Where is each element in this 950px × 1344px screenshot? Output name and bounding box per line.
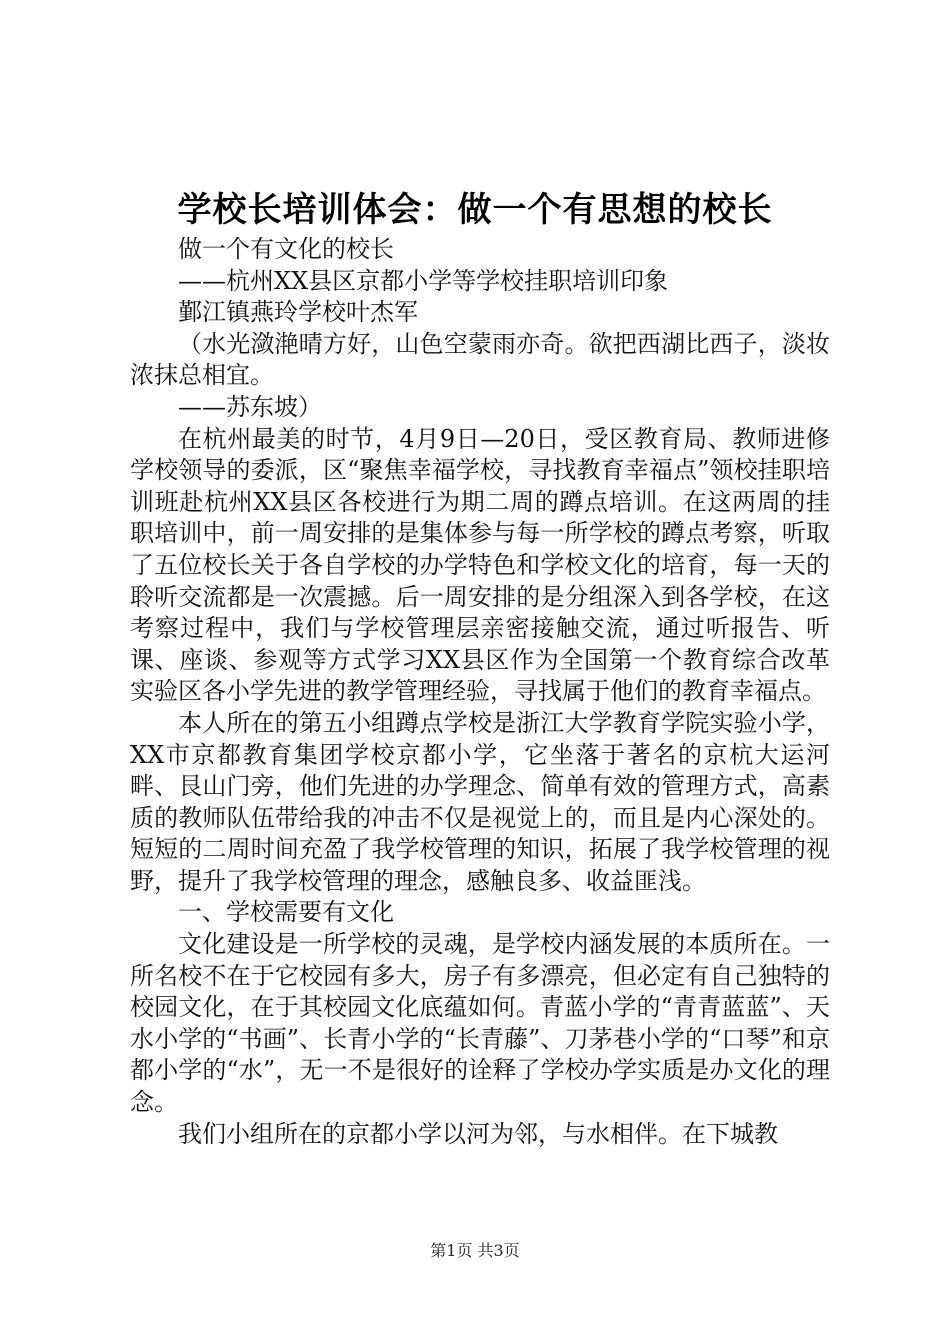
body-paragraph: 文化建设是一所学校的灵魂，是学校内涵发展的本质所在。一所名校不在于它校园有多大，房子有多漂亮，但必定有自己独特的校园文化，在于其校园文化底蕴如何。青蓝小学的“青青蓝蓝”、天水小学的“书画”、长青小学的“长青藤”、刀茅巷小学的“口琴”和京都小学的“水”，无一不是很好的诠释了学校办学实质是办文化的理念。 (130, 930, 830, 1117)
subtitle: 做一个有文化的校长 (178, 235, 394, 263)
author-line: 鄞江镇燕玲学校叶杰军 (178, 298, 418, 327)
body-paragraph: 在杭州最美的时节，4月9日—20日，受区教育局、教师进修学校领导的委派，区“聚焦幸福学校，寻找教育幸福点”领校挂职培训班赴杭州XX县区各校进行为期二周的蹲点培训。在这两周的挂职培训中，前一周安排的是集体参与每一所学校的蹲点考察，听取了五位校长关于各自学校的办学特色和学校文化的培育，每一天的聆听交流都是一次震撼。后一周安排的是分组深入到各学校，在这考察过程中，我们与学校管理层亲密接触交流，通过听报告、听课、座谈、参观等方式学习XX县区作为全国第一个教育综合改革实验区各小学先进的教学管理经验，寻找属于他们的教育幸福点。 (130, 424, 830, 706)
section-heading: 一、学校需要有文化 (178, 898, 394, 927)
body-paragraph: 本人所在的第五小组蹲点学校是浙江大学教育学院实验小学，XX市京都教育集团学校京都小学，它坐落于著名的京杭大运河畔、艮山门旁，他们先进的办学理念、简单有效的管理方式，高素质的教师队伍带给我的冲击不仅是视觉上的，而且是内心深处的。短短的二周时间充盈了我学校管理的知识，拓展了我学校管理的视野，提升了我学校管理的理念，感触良多、收益匪浅。 (130, 708, 830, 895)
document-body (130, 234, 830, 1150)
body-paragraph: 我们小组所在的京都小学以河为邻，与水相伴。在下城教 (178, 1119, 778, 1148)
page-footer: 第1页 共3页 (430, 1241, 520, 1260)
subtitle-dash: ——杭州XX县区京都小学等学校挂职培训印象 (178, 266, 669, 295)
poem-attribution: ——苏东坡） (178, 392, 322, 421)
poem-quote: （水光潋滟晴方好，山色空蒙雨亦奇。欲把西湖比西子，淡妆浓抹总相宜。 (130, 329, 830, 390)
document-title: 学校长培训体会：做一个有思想的校长 (177, 190, 773, 230)
